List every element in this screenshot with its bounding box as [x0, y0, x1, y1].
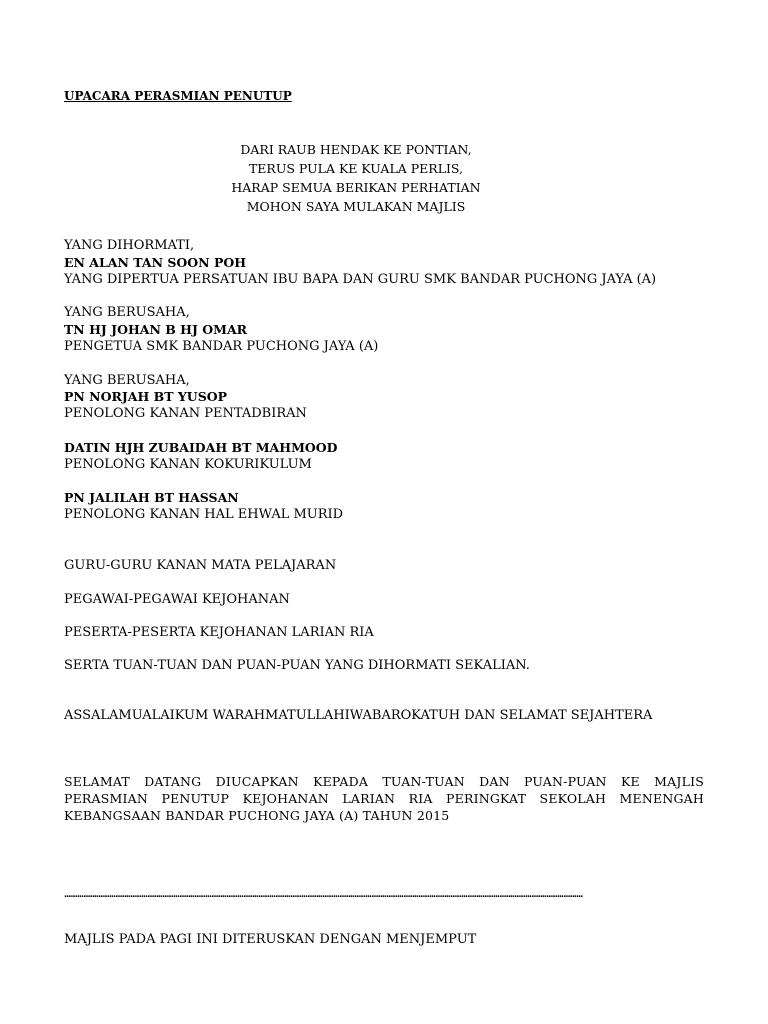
- salutation-prefix: YANG DIHORMATI,: [64, 238, 195, 253]
- verse-line: MOHON SAYA MULAKAN MAJLIS: [246, 199, 466, 214]
- salutation-role: PENOLONG KANAN KOKURIKULUM: [64, 457, 312, 472]
- salutation-role: PENGETUA SMK BANDAR PUCHONG JAYA (A): [64, 339, 379, 354]
- verse-line: TERUS PULA KE KUALA PERLIS,: [248, 161, 464, 176]
- pantun-verse: [64, 140, 648, 216]
- verse-line: DARI RAUB HENDAK KE PONTIAN,: [240, 142, 472, 157]
- salutation-name: TN HJ JOHAN B HJ OMAR: [64, 322, 248, 337]
- salutation-prefix: YANG BERUSAHA,: [64, 305, 190, 320]
- document-page: [64, 0, 704, 1024]
- group-line: SERTA TUAN-TUAN DAN PUAN-PUAN YANG DIHORMATI SEKALIAN.: [64, 658, 530, 673]
- salutation-name: EN ALAN TAN SOON POH: [64, 255, 247, 270]
- salutation-prefix: YANG BERUSAHA,: [64, 373, 190, 388]
- salutation-role: PENOLONG KANAN HAL EHWAL MURID: [64, 507, 344, 522]
- salutation-name: PN NORJAH BT YUSOP: [64, 389, 228, 404]
- verse-line: HARAP SEMUA BERIKAN PERHATIAN: [231, 180, 481, 195]
- welcome-paragraph: SELAMAT DATANG DIUCAPKAN KEPADA TUAN-TUAN DAN PUAN-PUAN KE MAJLIS PERASMIAN PENUTUP KEJOHANAN LARIAN RIA PERINGKAT SEKOLAH MENENGAH KEBANGSAAN BANDAR PUCHONG JAYA (A) TAHUN 2015: [64, 774, 704, 823]
- greeting-line: ASSALAMUALAIKUM WARAHMATULLAHIWABAROKATUH DAN SELAMAT SEJAHTERA: [64, 708, 653, 723]
- salutation-role: YANG DIPERTUA PERSATUAN IBU BAPA DAN GURU SMK BANDAR PUCHONG JAYA (A): [64, 272, 657, 287]
- group-line: PESERTA-PESERTA KEJOHANAN LARIAN RIA: [64, 625, 374, 640]
- closing-line: MAJLIS PADA PAGI INI DITERUSKAN DENGAN MENJEMPUT: [64, 932, 477, 947]
- dotted-divider: ...................................................................................................................................................................................................................................................: [64, 893, 583, 898]
- salutation-name: PN JALILAH BT HASSAN: [64, 490, 239, 505]
- salutation-role: PENOLONG KANAN PENTADBIRAN: [64, 406, 307, 421]
- group-line: GURU-GURU KANAN MATA PELAJARAN: [64, 558, 337, 573]
- group-line: PEGAWAI-PEGAWAI KEJOHANAN: [64, 592, 290, 607]
- document-title: UPACARA PERASMIAN PENUTUP: [64, 89, 292, 103]
- salutation-name: DATIN HJH ZUBAIDAH BT MAHMOOD: [64, 440, 338, 455]
